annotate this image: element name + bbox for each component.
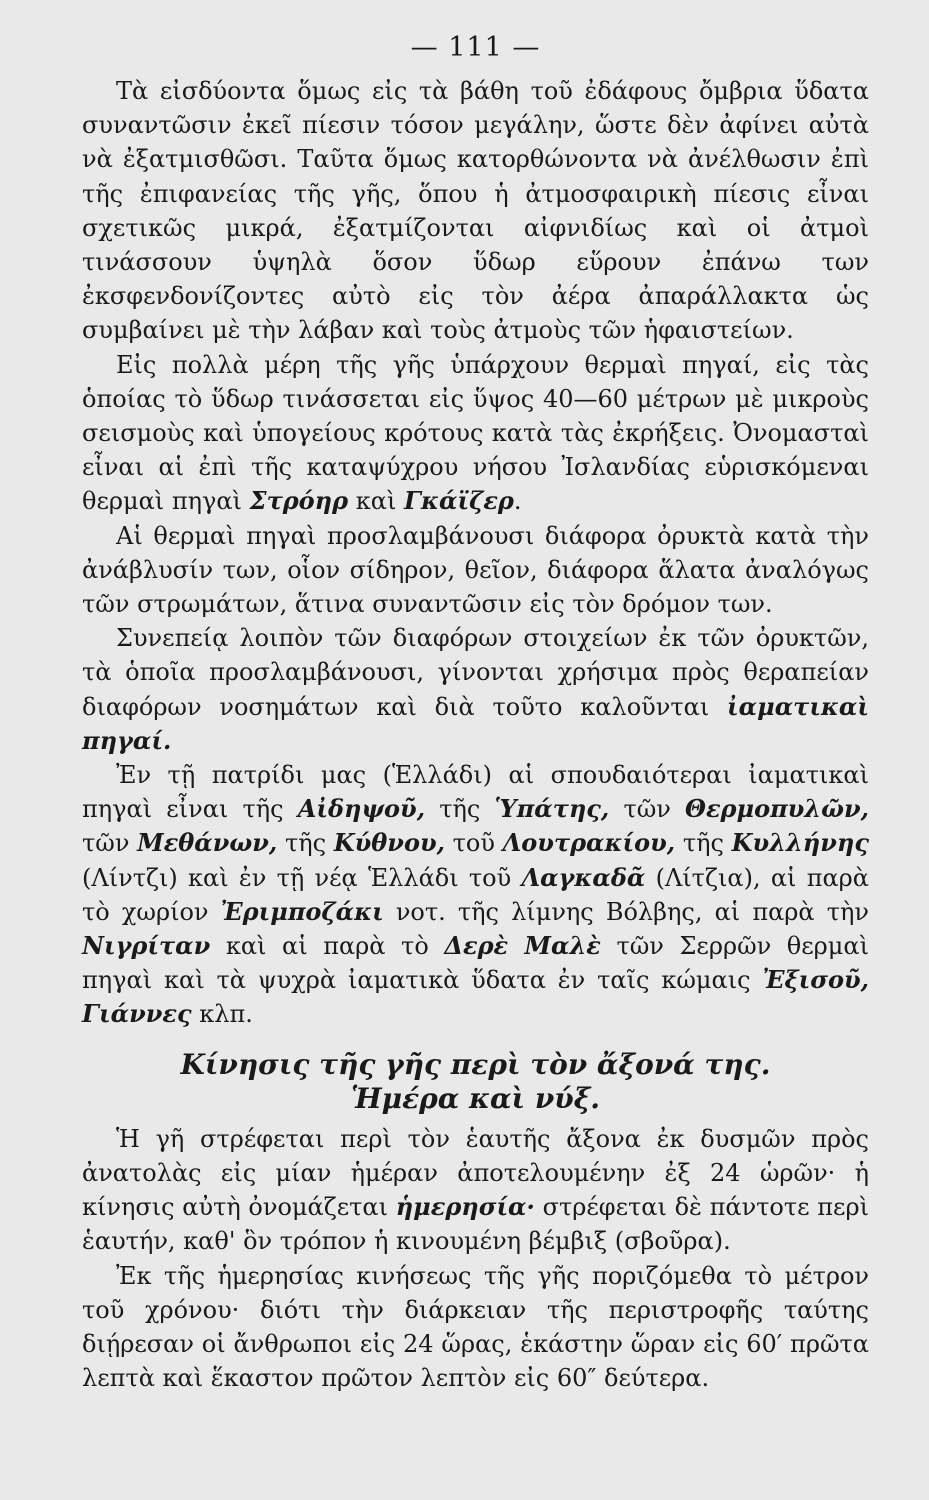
paragraph-text: Ἡ γῆ στρέφεται περὶ τὸν ἑαυτῆς ἄξονα ἐκ δυσμῶν πρὸς ἀνατολὰς εἰς μίαν ἡμέραν ἀποτελουμένην ἐξ 24 ὡρῶν· ἡ κίνησις αὐτὴ ὀνομάζεται	[82, 1124, 869, 1222]
emphasis-term: Γκάϊζερ	[404, 486, 514, 516]
paragraph-healing-springs	[82, 621, 869, 758]
emphasis-term: Λουτρακίου,	[502, 828, 676, 858]
paragraph-text: νοτ. τῆς λίμνης Βόλβης, αἱ παρὰ τὴν	[395, 897, 869, 926]
emphasis-term: ἰαματικαὶ πηγαί.	[82, 691, 869, 755]
paragraph-text: στρέφεται δὲ πάντοτε περὶ ἑαυτήν, καθ' ὃν τρόπον ἡ κινουμένη βέμβιξ (σβοῦρα).	[82, 1193, 869, 1256]
emphasis-term: Νιγρίταν	[82, 931, 211, 961]
paragraph-text: τῶν	[82, 829, 130, 858]
paragraph-earth-rotation	[82, 1122, 869, 1259]
paragraph-text: .	[513, 487, 522, 516]
paragraph-text: τῶν Σερρῶν θερμαὶ πηγαὶ καὶ τὰ ψυχρὰ ἰαματικὰ ὕδατα ἐν ταῖς κώμαις	[82, 932, 870, 995]
paragraph-text: καὶ	[355, 487, 397, 516]
paragraph-greek-springs	[82, 758, 869, 1032]
emphasis-term: Δερὲ Μαλὲ	[444, 931, 601, 961]
emphasis-term: Ἐριμποζάκι	[220, 896, 384, 926]
paragraph-text: Εἰς πολλὰ μέρη τῆς γῆς ὑπάρχουν θερμαὶ πηγαί, εἰς τὰς ὁποίας τὸ ὕδωρ τινάσσεται εἰς ὕψος 40—60 μέτρων μὲ μικροὺς σεισμοὺς καὶ ὑπογείους κρότους κατὰ τὰς ἐκρήξεις. Ὀνομασταὶ εἶναι αἱ ἐπὶ τῆς καταψύχρου νήσου Ἰσλανδίας εὑρισκόμεναι θερμαὶ πηγαὶ	[82, 350, 869, 516]
emphasis-term: Θερμοπυλῶν,	[685, 794, 869, 824]
emphasis-term: Ἐξισοῦ, Γιάννες	[82, 965, 869, 1029]
emphasis-term: ἡμερησία·	[395, 1192, 535, 1222]
section-heading-line2: Ἡμέρα καὶ νύξ.	[350, 1081, 601, 1115]
emphasis-term: Ὑπάτης,	[494, 794, 610, 824]
paragraph-text: κλπ.	[199, 1000, 253, 1029]
emphasis-term: Μεθάνων,	[137, 828, 278, 858]
page-number: — 111 —	[410, 32, 541, 63]
paragraph-geysers-cause: Τὰ εἰσδύοντα ὅμως εἰς τὰ βάθη τοῦ ἐδάφους ὄμβρια ὕδατα συναντῶσιν ἐκεῖ πίεσιν τόσον μεγάλην, ὥστε δὲν ἀφίνει αὐτὰ νὰ ἐξατμισθῶσι. Ταῦτα ὅμως κατορθώνοντα νὰ ἀνέλθωσιν ἐπὶ τῆς ἐπιφανείας τῆς γῆς, ὅπου ἡ ἀτμοσφαιρικὴ πίεσις εἶναι σχετικῶς μικρά, ἐξατμίζονται αἰφνιδίως καὶ οἱ ἀτμοὶ τινάσσουν ὑψηλὰ ὅσον ὕδωρ εὕρουν ἐπάνω των ἐκσφενδονίζοντες αὐτὸ εἰς τὸν ἀέρα ἀπαράλλακτα ὡς συμβαίνει μὲ τὴν λάβαν καὶ τοὺς ἀτμοὺς τῶν ἡφαιστείων.	[82, 77, 869, 345]
paragraph-text: τοῦ	[452, 829, 495, 858]
paragraph-minerals: Αἱ θερμαὶ πηγαὶ προσλαμβάνουσι διάφορα ὀρυκτὰ κατὰ τὴν ἀνάβλυσίν των, οἷον σίδηρον, θεῖον, διάφορα ἅλατα ἀναλόγως τῶν στρωμάτων, ἅτινα συναντῶσιν εἰς τὸν δρόμον των.	[82, 521, 869, 619]
emphasis-term: Κύθνου,	[333, 828, 445, 858]
paragraph-text: (Λίτζια), αἱ παρὰ τὸ χωρίον	[82, 863, 869, 926]
paragraph-text: (Λίντζι) καὶ ἐν τῇ νέᾳ Ἑλλάδι τοῦ	[82, 863, 512, 892]
paragraph-text: τῶν	[623, 795, 671, 824]
emphasis-term: Αἰδηψοῦ,	[297, 794, 426, 824]
emphasis-term: Κυλλήνης	[731, 828, 869, 858]
paragraph-time-measure: Ἐκ τῆς ἡμερησίας κινήσεως τῆς γῆς ποριζόμεθα τὸ μέτρον τοῦ χρόνου· διότι τὴν διάρκειαν τῆς περιστροφῆς ταύτης διῄρεσαν οἱ ἄνθρωποι εἰς 24 ὥρας, ἑκάστην ὥραν εἰς 60′ πρῶτα λεπτὰ καὶ ἕκαστον πρῶτον λεπτὸν εἰς 60″ δεύτερα.	[82, 1261, 869, 1393]
paragraph-text: τῆς	[284, 829, 327, 858]
emphasis-term: Λαγκαδᾶ	[521, 862, 646, 892]
paragraph-text: Ἐν τῇ πατρίδι μας (Ἑλλάδι) αἱ σπουδαιότεραι ἰαματικαὶ πηγαὶ εἶναι τῆς	[82, 761, 869, 824]
paragraph-text: τῆς	[682, 829, 724, 858]
paragraph-text: Συνεπείᾳ λοιπὸν τῶν διαφόρων στοιχείων ἐκ τῶν ὀρυκτῶν, τὰ ὁποῖα προσλαμβάνουσι, γίνονται χρήσιμα πρὸς θεραπείαν διαφόρων νοσημάτων καὶ διὰ τοῦτο καλοῦνται	[82, 624, 869, 721]
section-heading-line1: Κίνησις τῆς γῆς περὶ τὸν ἄξονά της.	[180, 1047, 771, 1081]
section-heading	[82, 1048, 869, 1116]
paragraph-text: καὶ αἱ παρὰ τὸ	[225, 932, 429, 961]
paragraph-hot-springs	[82, 348, 869, 519]
emphasis-term: Στρόηρ	[249, 486, 349, 516]
paragraph-text: τῆς	[439, 795, 481, 824]
